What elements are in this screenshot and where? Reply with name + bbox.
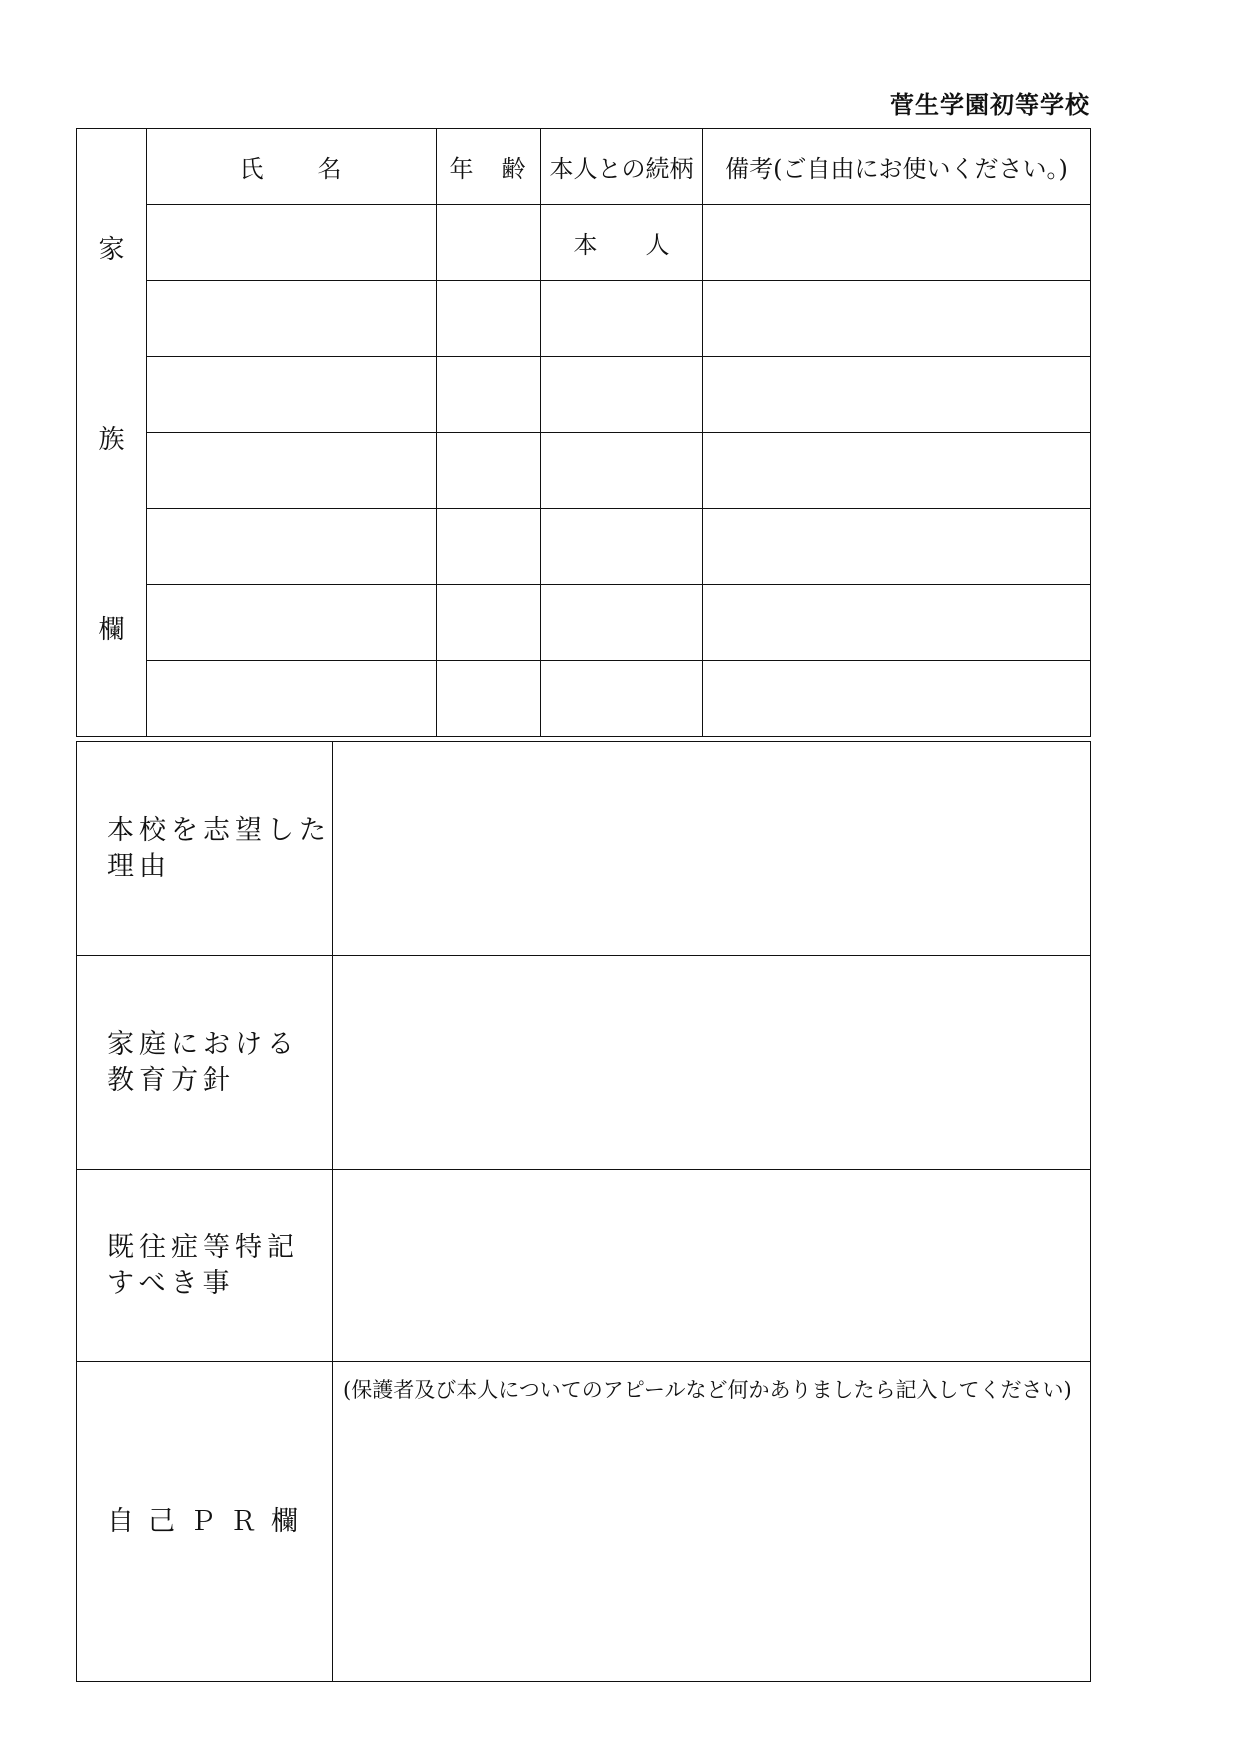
- relation-cell[interactable]: [541, 357, 703, 433]
- policy-row: [77, 956, 1091, 1170]
- pr-note: (保護者及び本人についてのアピールなど何かありましたら記入してください): [343, 1378, 1072, 1402]
- family-row: [77, 433, 1091, 509]
- relation-cell[interactable]: [541, 433, 703, 509]
- reason-label-line2: 理由: [107, 850, 171, 882]
- family-row: [77, 205, 1091, 281]
- family-table-header-row: [77, 129, 1091, 205]
- relation-cell[interactable]: [541, 661, 703, 737]
- family-row: [77, 661, 1091, 737]
- header-age: 年 齢: [437, 129, 541, 205]
- remarks-cell[interactable]: [703, 661, 1091, 737]
- school-name: 菅生学園初等学校: [890, 90, 1090, 119]
- family-section-label: [77, 129, 147, 737]
- family-table: [76, 128, 1091, 737]
- remarks-cell[interactable]: [703, 205, 1091, 281]
- reason-label-line1: 本校を志望した: [107, 814, 331, 846]
- remarks-cell[interactable]: [703, 357, 1091, 433]
- name-cell[interactable]: [147, 585, 437, 661]
- family-row: [77, 281, 1091, 357]
- header-remarks: 備考(ご自由にお使いください。): [703, 129, 1091, 205]
- remarks-cell[interactable]: [703, 585, 1091, 661]
- medical-label-line2: すべき事: [107, 1267, 235, 1299]
- medical-label: [77, 1170, 333, 1362]
- remarks-cell[interactable]: [703, 281, 1091, 357]
- policy-label-line2: 教育方針: [107, 1064, 235, 1096]
- medical-row: [77, 1170, 1091, 1362]
- pr-row: [77, 1362, 1091, 1682]
- age-cell[interactable]: [437, 433, 541, 509]
- reason-input-area[interactable]: [333, 742, 1091, 956]
- relation-cell[interactable]: [541, 585, 703, 661]
- family-label-char: 族: [98, 425, 125, 455]
- medical-input-area[interactable]: [333, 1170, 1091, 1362]
- age-cell[interactable]: [437, 585, 541, 661]
- name-cell[interactable]: [147, 281, 437, 357]
- reason-row: [77, 742, 1091, 956]
- family-row: [77, 357, 1091, 433]
- relation-cell[interactable]: [541, 509, 703, 585]
- age-cell[interactable]: [437, 205, 541, 281]
- relation-cell-self: 本 人: [541, 205, 703, 281]
- age-cell[interactable]: [437, 357, 541, 433]
- pr-label-text: 自己ＰＲ欄: [107, 1505, 312, 1537]
- family-label-char: 家: [98, 235, 125, 265]
- age-cell[interactable]: [437, 509, 541, 585]
- family-row: [77, 585, 1091, 661]
- name-cell[interactable]: [147, 661, 437, 737]
- family-row: [77, 509, 1091, 585]
- policy-label: [77, 956, 333, 1170]
- sections-table: [76, 741, 1091, 1682]
- reason-label: [77, 742, 333, 956]
- remarks-cell[interactable]: [703, 509, 1091, 585]
- policy-input-area[interactable]: [333, 956, 1091, 1170]
- relation-cell[interactable]: [541, 281, 703, 357]
- policy-label-line1: 家庭における: [107, 1028, 299, 1060]
- name-cell[interactable]: [147, 357, 437, 433]
- name-cell[interactable]: [147, 433, 437, 509]
- pr-input-area[interactable]: [333, 1362, 1091, 1682]
- name-cell[interactable]: [147, 205, 437, 281]
- header-relation: 本人との続柄: [541, 129, 703, 205]
- age-cell[interactable]: [437, 281, 541, 357]
- pr-label: [77, 1362, 333, 1682]
- family-label-char: 欄: [98, 615, 125, 645]
- remarks-cell[interactable]: [703, 433, 1091, 509]
- header-name: 氏 名: [147, 129, 437, 205]
- name-cell[interactable]: [147, 509, 437, 585]
- age-cell[interactable]: [437, 661, 541, 737]
- medical-label-line1: 既往症等特記: [107, 1231, 299, 1263]
